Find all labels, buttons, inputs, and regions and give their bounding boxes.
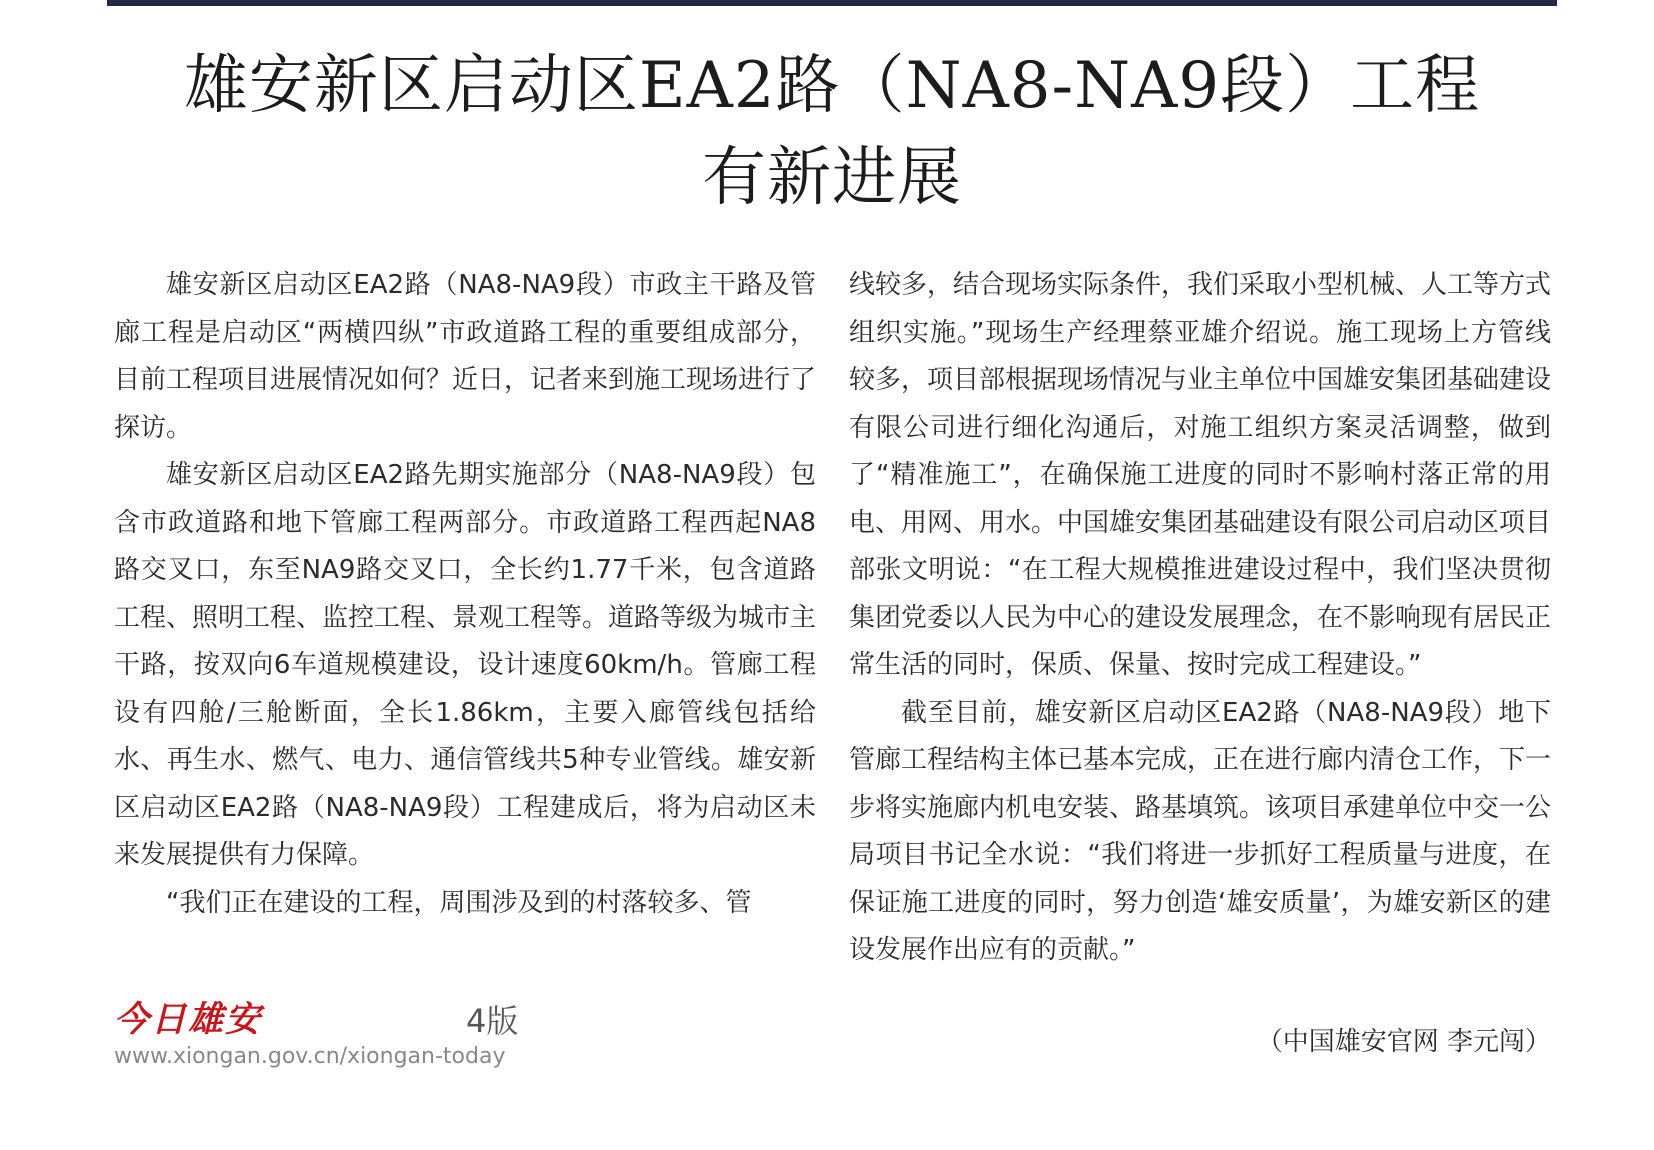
title-line-1: 雄安新区启动区EA2路（NA8-NA9段）工程 xyxy=(183,49,1481,123)
top-rule xyxy=(107,0,1557,6)
paragraph-3-continued: 线较多，结合现场实际条件，我们采取小型机械、人工等方式组织实施。”现场生产经理蔡亚雄介绍说。施工现场上方管线较多，项目部根据现场情况与业主单位中国雄安集团基础建设有限公司进行细化沟通后，对施工组织方案灵活调整，做到了“精准施工”，在确保施工进度的同时不影响村落正常的用电、用网、用水。中国雄安集团基础建设有限公司启动区项目部张文明说：“在工程大规模推进建设过程中，我们坚决贯彻集团党委以人民为中心的建设发展理念，在不影响现有居民正常生活的同时，保质、保量、按时完成工程建设。” xyxy=(849,270,1552,680)
paragraph-2: 雄安新区启动区EA2路先期实施部分（NA8-NA9段）包含市政道路和地下管廊工程两部分。市政道路工程西起NA8路交叉口，东至NA9路交叉口，全长约1.77千米，包含道路工程、照明工程、监控工程、景观工程等。道路等级为城市主干路，按双向6车道规模建设，设计速度60km/h。管廊工程设有四舱/三舱断面，全长1.86km，主要入廊管线包括给水、再生水、燃气、电力、通信管线共5种专业管线。雄安新区启动区EA2路（NA8-NA9段）工程建成后，将为启动区未来发展提供有力保障。 xyxy=(114,460,817,870)
brand-logo: 今日雄安 xyxy=(114,999,263,1040)
edition-label: 4版 xyxy=(466,1002,519,1040)
article-left-column xyxy=(114,262,816,927)
paragraph-3: “我们正在建设的工程，周围涉及到的村落较多、管 xyxy=(166,887,752,918)
page-title xyxy=(107,40,1557,224)
site-url: www.xiongan.gov.cn/xiongan-today xyxy=(114,1044,506,1069)
paragraph-1: 雄安新区启动区EA2路（NA8-NA9段）市政主干路及管廊工程是启动区“两横四纵”市政道路工程的重要组成部分，目前工程项目进展情况如何？近日，记者来到施工现场进行了探访。 xyxy=(114,270,817,443)
title-line-2: 有新进展 xyxy=(702,141,962,215)
paragraph-4: 截至目前，雄安新区启动区EA2路（NA8-NA9段）地下管廊工程结构主体已基本完成，正在进行廊内清仓工作，下一步将实施廊内机电安装、路基填筑。该项目承建单位中交一公局项目书记全水说：“我们将进一步抓好工程质量与进度，在保证施工进度的同时，努力创造‘雄安质量’，为雄安新区的建设发展作出应有的贡献。” xyxy=(849,697,1552,965)
article-right-column xyxy=(849,262,1551,975)
byline: （中国雄安官网 李元闯） xyxy=(1256,1027,1551,1057)
